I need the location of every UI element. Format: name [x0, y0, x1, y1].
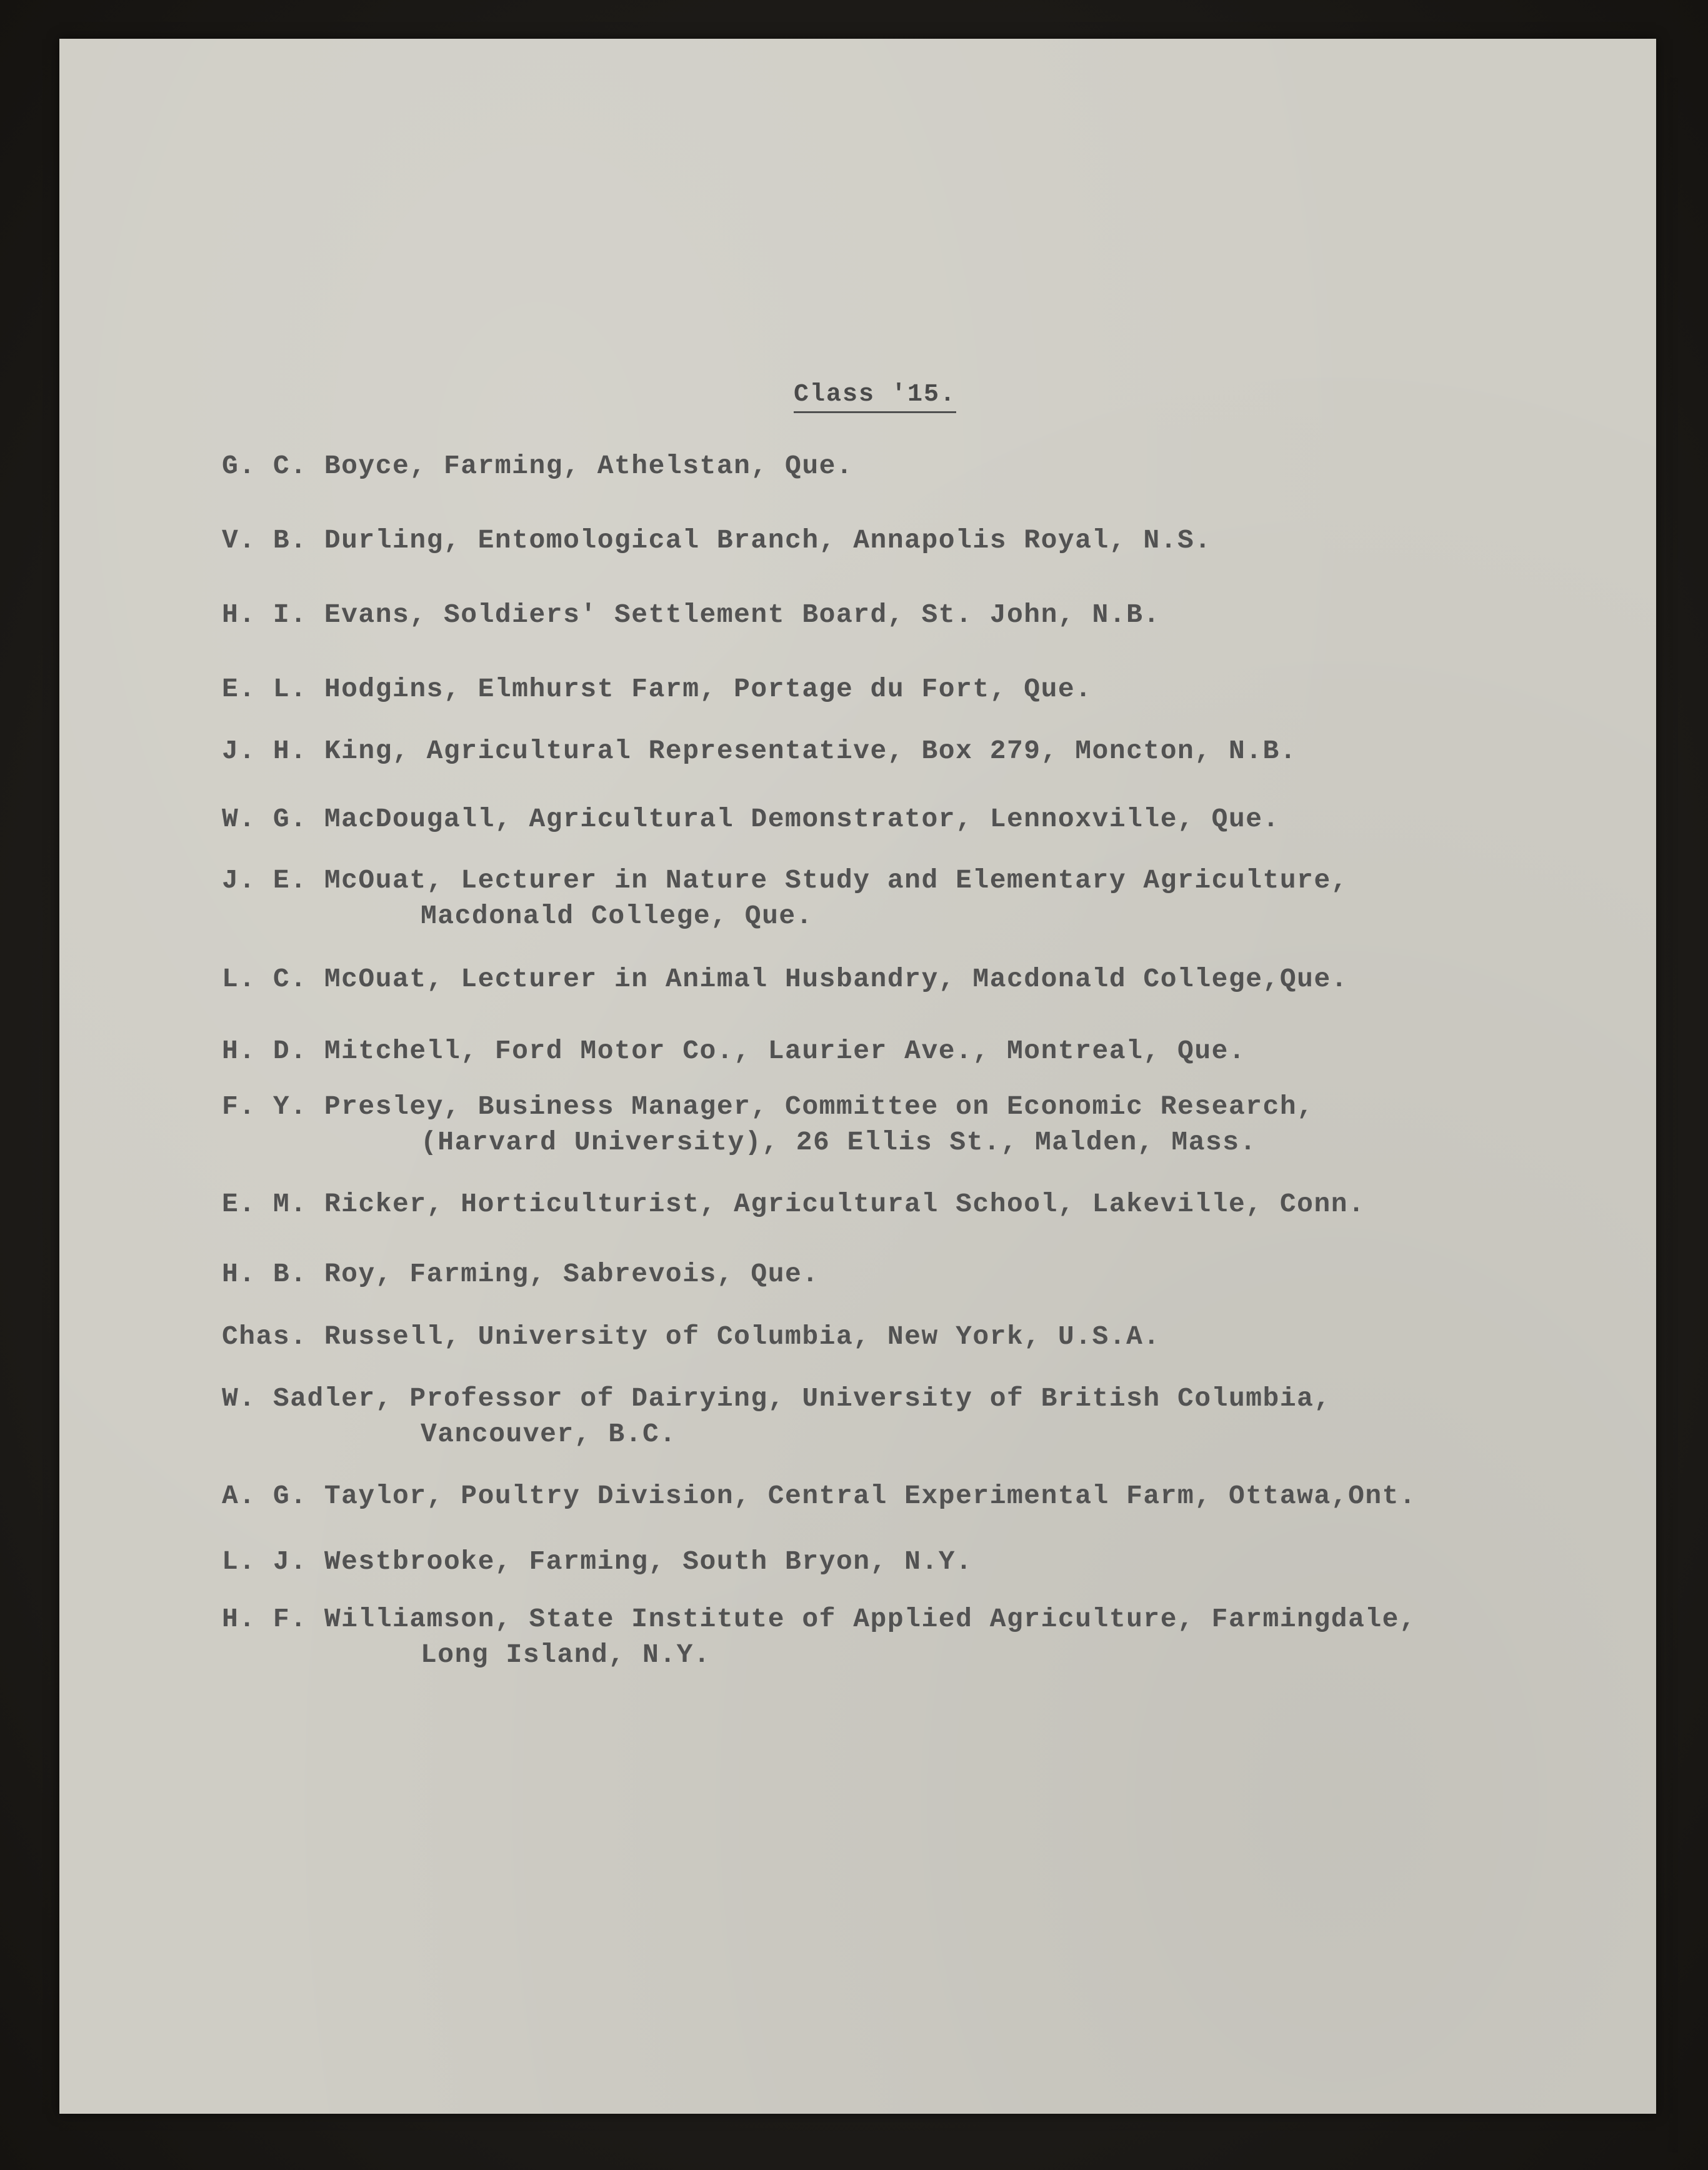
entry-line: G. C. Boyce, Farming, Athelstan, Que.: [222, 451, 854, 481]
entry-continuation: Vancouver, B.C.: [421, 1419, 677, 1449]
entry-line: E. L. Hodgins, Elmhurst Farm, Portage du Fort, Que.: [222, 674, 1092, 704]
entry-line: H. I. Evans, Soldiers' Settlement Board, St. John, N.B.: [222, 599, 1161, 630]
entry-line: J. E. McOuat, Lecturer in Nature Study and Elementary Agriculture,: [222, 865, 1349, 896]
list-item: [222, 522, 1634, 558]
list-item: [222, 597, 1634, 632]
list-item: [222, 1033, 1634, 1069]
list-item: [222, 1186, 1634, 1222]
list-item: [222, 862, 1634, 934]
list-item: [222, 733, 1634, 769]
list-item: [222, 448, 1634, 484]
paper-edge-shading: [1659, 78, 1678, 2152]
list-item: [222, 1601, 1634, 1672]
list-item: [222, 1319, 1634, 1354]
typed-page: [59, 39, 1656, 2114]
entry-line: A. G. Taylor, Poultry Division, Central Experimental Farm, Ottawa,Ont.: [222, 1481, 1417, 1511]
entry-line: Chas. Russell, University of Columbia, New York, U.S.A.: [222, 1321, 1161, 1352]
entry-continuation: Long Island, N.Y.: [421, 1639, 711, 1670]
list-item: [222, 1089, 1634, 1160]
list-item: [222, 1544, 1634, 1579]
entry-continuation: Macdonald College, Que.: [421, 901, 813, 931]
list-item: [222, 1256, 1634, 1292]
list-item: [222, 671, 1634, 707]
entry-line: W. G. MacDougall, Agricultural Demonstrator, Lennoxville, Que.: [222, 804, 1280, 834]
entry-line: W. Sadler, Professor of Dairying, University of British Columbia,: [222, 1383, 1331, 1414]
entry-line: E. M. Ricker, Horticulturist, Agricultural School, Lakeville, Conn.: [222, 1189, 1366, 1219]
entry-line: H. F. Williamson, State Institute of Applied Agriculture, Farmingdale,: [222, 1604, 1417, 1634]
entry-line: V. B. Durling, Entomological Branch, Annapolis Royal, N.S.: [222, 525, 1212, 556]
alumni-list: [59, 39, 1656, 2114]
entry-line: L. J. Westbrooke, Farming, South Bryon, N.Y.: [222, 1546, 973, 1577]
list-item: [222, 961, 1634, 997]
page-title-text: Class '15.: [794, 381, 956, 413]
list-item: [222, 801, 1634, 837]
entry-line: H. B. Roy, Farming, Sabrevois, Que.: [222, 1259, 819, 1289]
entry-line: F. Y. Presley, Business Manager, Committee on Economic Research,: [222, 1091, 1314, 1122]
entry-line: L. C. McOuat, Lecturer in Animal Husbandry, Macdonald College,Que.: [222, 964, 1349, 994]
entry-continuation: (Harvard University), 26 Ellis St., Malden, Mass.: [421, 1127, 1257, 1158]
list-item: [222, 1381, 1634, 1452]
list-item: [222, 1478, 1634, 1514]
entry-line: H. D. Mitchell, Ford Motor Co., Laurier Ave., Montreal, Que.: [222, 1036, 1246, 1066]
entry-line: J. H. King, Agricultural Representative, Box 279, Moncton, N.B.: [222, 736, 1297, 766]
